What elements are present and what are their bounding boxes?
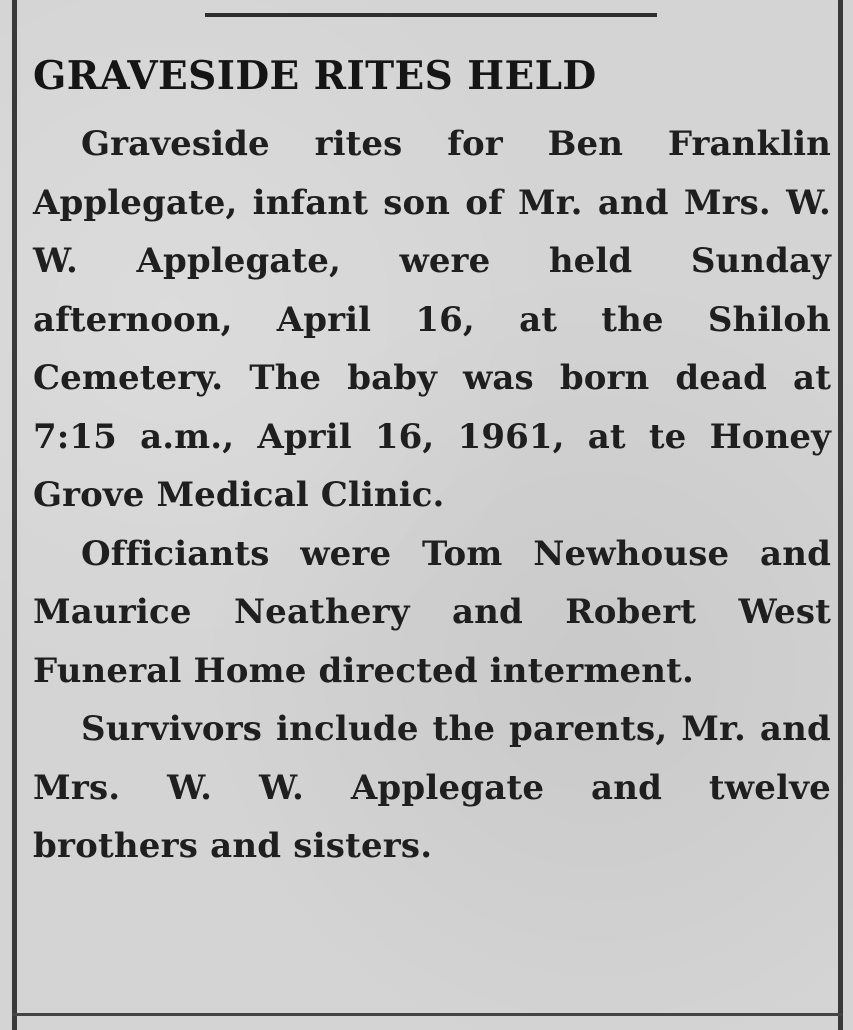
bottom-divider-rule — [12, 1013, 843, 1016]
headline: GRAVESIDE RITES HELD — [33, 53, 597, 99]
left-column-rule — [12, 0, 17, 1030]
article-paragraph-3: Survivors include the parents, Mr. and Mrs. W. W. Applegate and twelve brothers and sisters. — [33, 709, 831, 866]
top-divider-rule — [205, 13, 657, 17]
article-paragraph-2: Officiants were Tom Newhouse and Maurice Neathery and Robert West Funeral Home directed interment. — [33, 533, 831, 691]
right-column-rule — [838, 0, 843, 1030]
article-body — [33, 115, 831, 876]
article-paragraph-1: Graveside rites for Ben Franklin Applegate, infant son of Mr. and Mrs. W. W. Applegate, were held Sunday afternoon, April 16, at the Shiloh Cemetery. The baby was born dead at 7:15 a.m., April 16, 1961, at te Honey Grove Medical Clinic. — [33, 124, 831, 515]
